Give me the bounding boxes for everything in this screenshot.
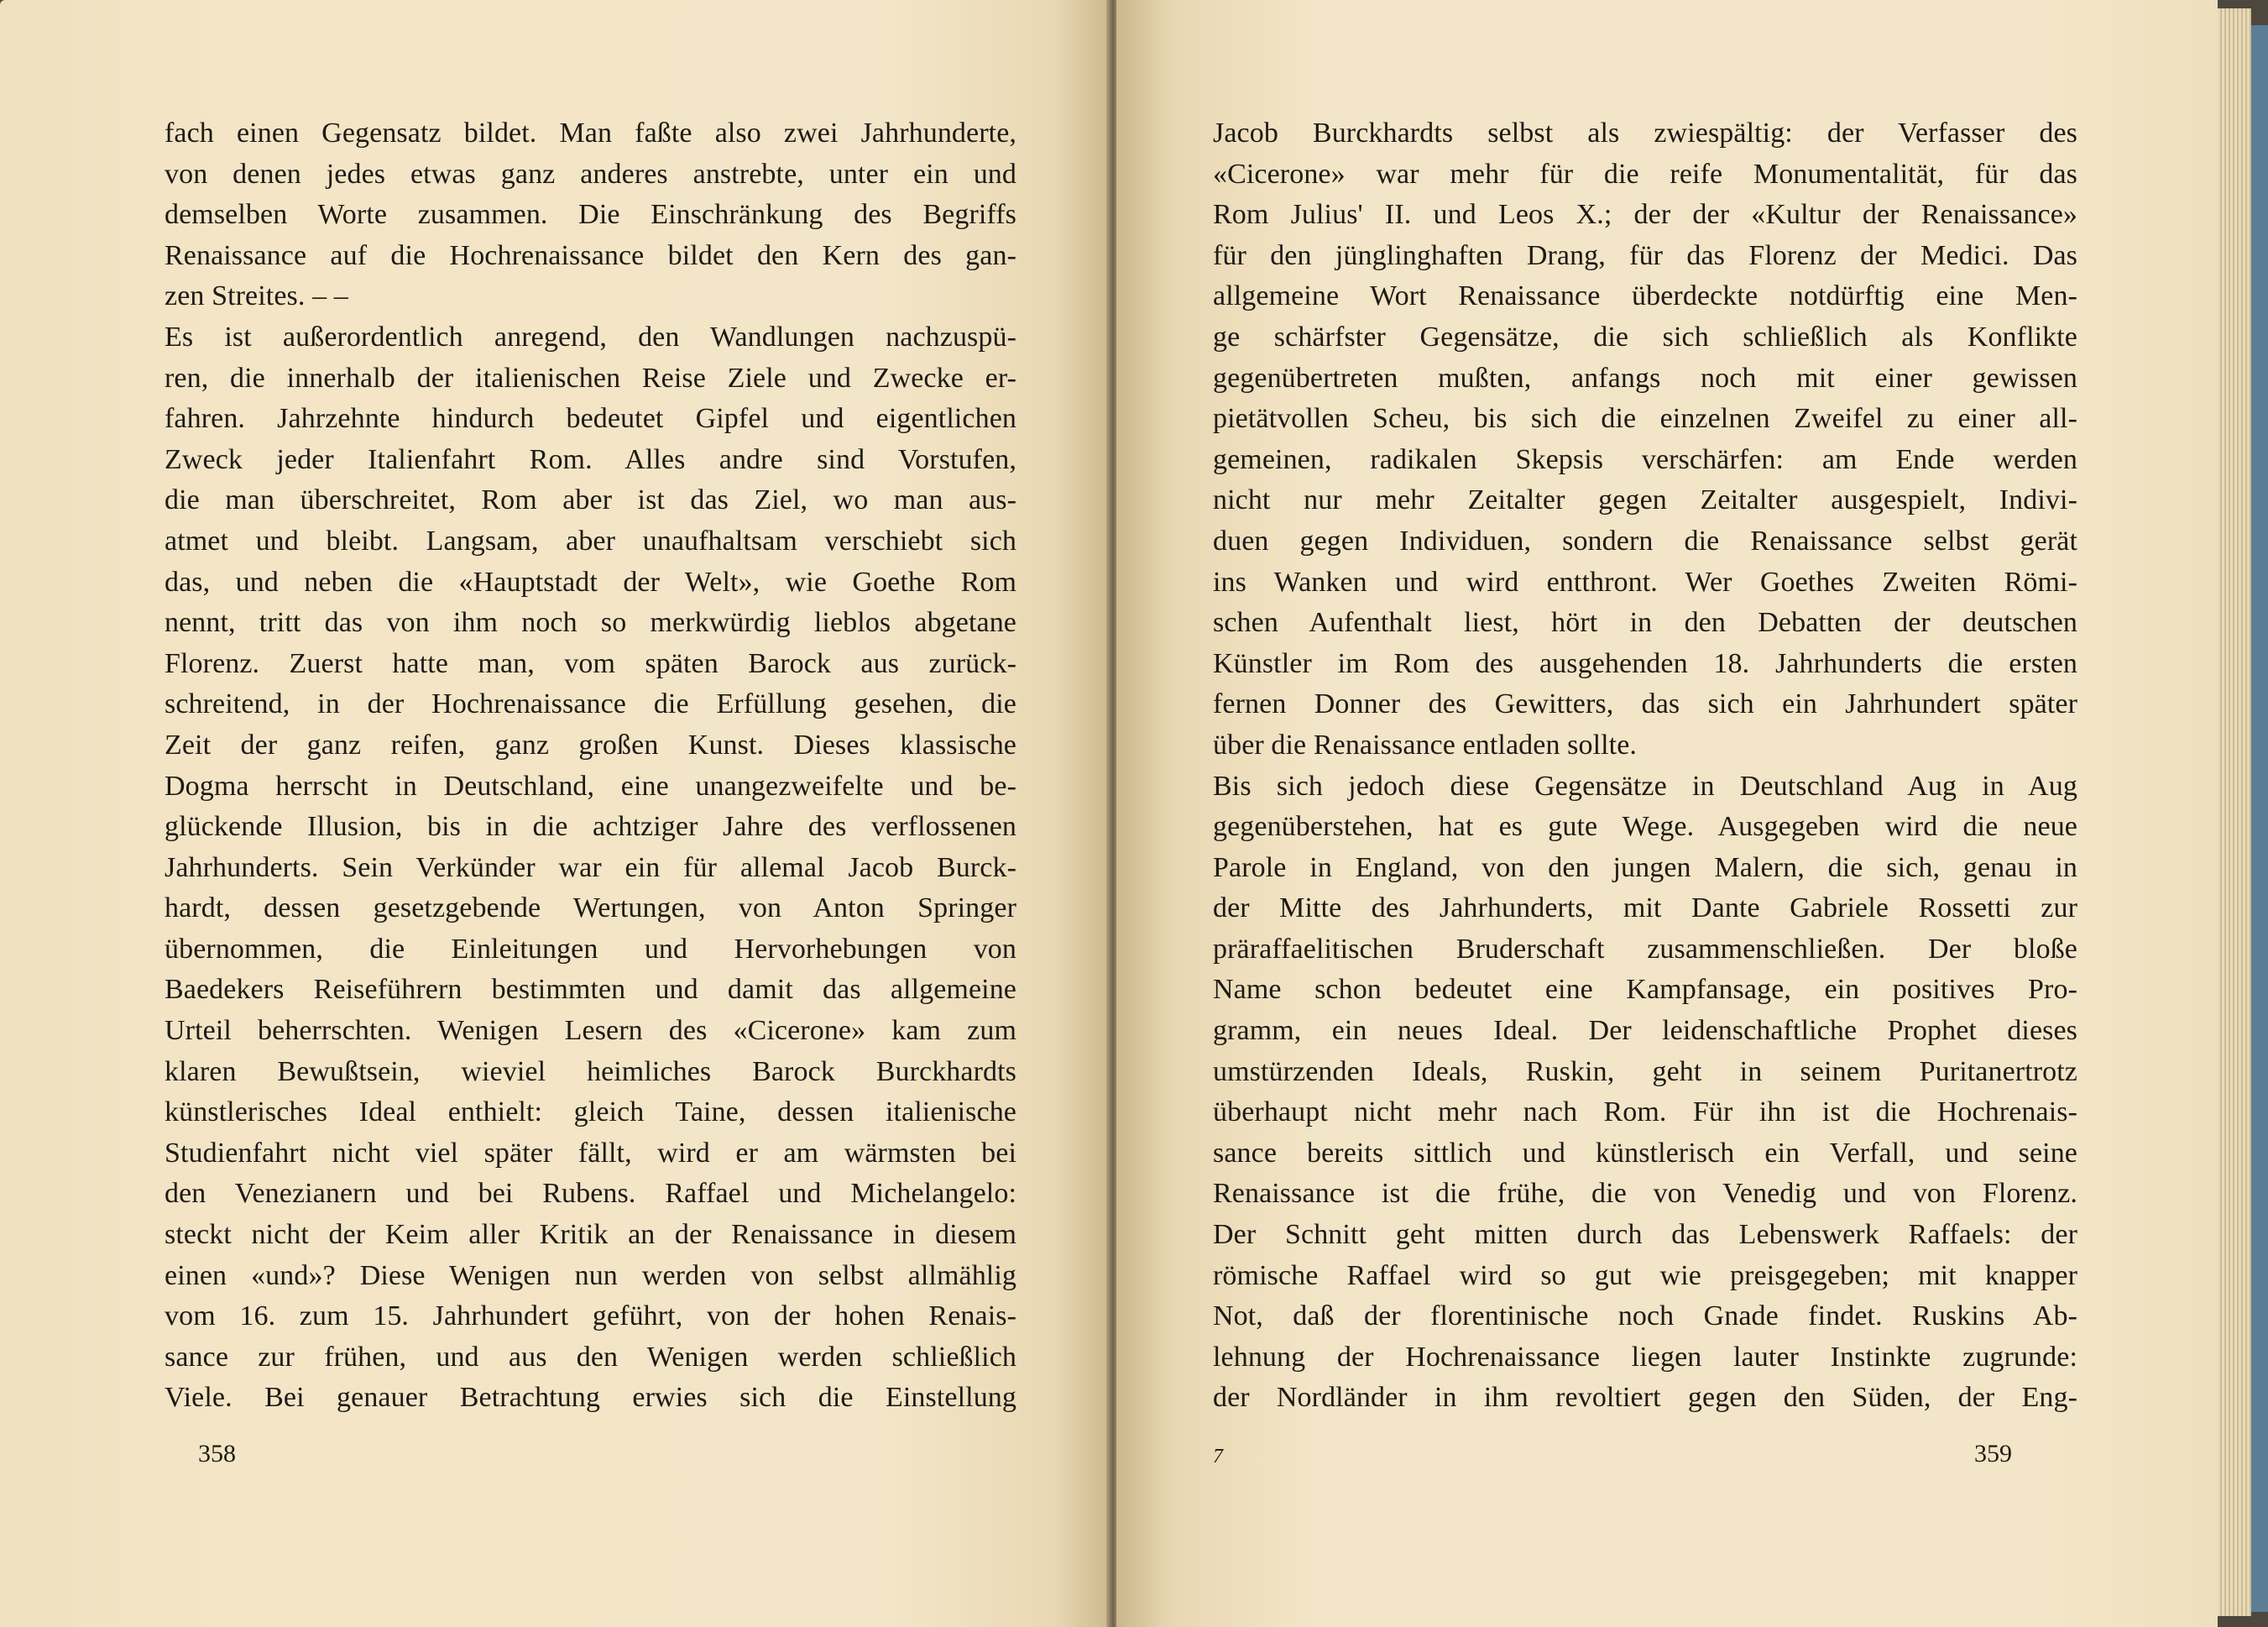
text-line: lehnung der Hochrenaissance liegen lauter Instinkte zugrunde:	[1213, 1341, 2077, 1373]
left-page	[0, 0, 1110, 1627]
text-line: Jahrhunderts. Sein Verkünder war ein für allemal Jacob Burck-	[165, 851, 1016, 883]
text-line: Parole in England, von den jungen Malern, die sich, genau in	[1213, 851, 2077, 883]
text-line: Es ist außerordentlich anregend, den Wandlungen nachzuspü-	[165, 321, 1016, 353]
book-cover-edge	[2251, 25, 2268, 1612]
text-line: atmet und bleibt. Langsam, aber unaufhaltsam verschiebt sich	[165, 525, 1016, 557]
text-line: ge schärfster Gegensätze, die sich schließlich als Konflikte	[1213, 321, 2077, 353]
text-line: gemeinen, radikalen Skepsis verschärfen: am Ende werden	[1213, 443, 2077, 475]
left-page-text	[165, 113, 1016, 1419]
text-line: steckt nicht der Keim aller Kritik an der Renaissance in diesem	[165, 1219, 1016, 1251]
text-line: Rom Julius' II. und Leos X.; der der «Kultur der Renaissance»	[1213, 199, 2077, 231]
signature-mark: 7	[1213, 1446, 1223, 1467]
text-line: Jacob Burckhardts selbst als zwiespältig: der Verfasser des	[1213, 118, 2077, 149]
text-line: Dogma herrscht in Deutschland, eine unangezweifelte und be-	[165, 770, 1016, 802]
text-line: Der Schnitt geht mitten durch das Lebenswerk Raffaels: der	[1213, 1219, 2077, 1251]
text-line: «Cicerone» war mehr für die reife Monumentalität, für das	[1213, 158, 2077, 190]
text-line: den Venezianern und bei Rubens. Raffael und Michelangelo:	[165, 1178, 1016, 1210]
text-line: künstlerisches Ideal enthielt: gleich Taine, dessen italienische	[165, 1096, 1016, 1128]
text-line: Zeit der ganz reifen, ganz großen Kunst. Dieses klassische	[165, 729, 1016, 761]
text-line: präraffaelitischen Bruderschaft zusammenschließen. Der bloße	[1213, 933, 2077, 965]
text-line: ins Wanken und wird entthront. Wer Goethes Zweiten Römi-	[1213, 566, 2077, 598]
right-page-number: 359	[1974, 1440, 2012, 1467]
text-line: überhaupt nicht mehr nach Rom. Für ihn ist die Hochrenais-	[1213, 1096, 2077, 1128]
text-line: einen «und»? Diese Wenigen nun werden von selbst allmählig	[165, 1259, 1016, 1291]
text-line: der Mitte des Jahrhunderts, mit Dante Gabriele Rossetti zur	[1213, 892, 2077, 924]
text-line: von denen jedes etwas ganz anderes anstrebte, unter ein und	[165, 158, 1016, 190]
text-line: nicht nur mehr Zeitalter gegen Zeitalter ausgespielt, Indivi-	[1213, 484, 2077, 516]
text-line: fach einen Gegensatz bildet. Man faßte also zwei Jahrhunderte,	[165, 118, 1016, 149]
text-line: die man überschreitet, Rom aber ist das Ziel, wo man aus-	[165, 484, 1016, 516]
text-line: Florenz. Zuerst hatte man, vom späten Barock aus zurück-	[165, 647, 1016, 679]
text-line: schen Aufenthalt liest, hört in den Debatten der deutschen	[1213, 607, 2077, 639]
text-line: Bis sich jedoch diese Gegensätze in Deutschland Aug in Aug	[1213, 770, 2077, 802]
text-line: das, und neben die «Hauptstadt der Welt», wie Goethe Rom	[165, 566, 1016, 598]
text-line: über die Renaissance entladen sollte.	[1213, 729, 1638, 761]
text-line: Zweck jeder Italienfahrt Rom. Alles andre sind Vorstufen,	[165, 443, 1016, 475]
text-line: umstürzenden Ideals, Ruskin, geht in seinem Puritanertrotz	[1213, 1055, 2077, 1087]
text-line: fahren. Jahrzehnte hindurch bedeutet Gipfel und eigentlichen	[165, 403, 1016, 435]
text-line: Name schon bedeutet eine Kampfansage, ein positives Pro-	[1213, 974, 2077, 1006]
text-line: glückende Illusion, bis in die achtziger Jahre des verflossenen	[165, 811, 1016, 843]
left-page-number: 358	[198, 1440, 236, 1467]
text-line: Urteil beherrschten. Wenigen Lesern des «Cicerone» kam zum	[165, 1015, 1016, 1047]
text-line: gegenübertreten mußten, anfangs noch mit einer gewissen	[1213, 362, 2077, 394]
text-line: für den jünglinghaften Drang, für das Florenz der Medici. Das	[1213, 239, 2077, 271]
text-line: schreitend, in der Hochrenaissance die Erfüllung gesehen, die	[165, 688, 1016, 720]
text-line: hardt, dessen gesetzgebende Wertungen, von Anton Springer	[165, 892, 1016, 924]
text-line: zen Streites. – –	[165, 280, 348, 312]
text-line: sance bereits sittlich und künstlerisch ein Verfall, und seine	[1213, 1137, 2077, 1169]
text-line: demselben Worte zusammen. Die Einschränkung des Begriffs	[165, 199, 1016, 231]
text-line: pietätvollen Scheu, bis sich die einzelnen Zweifel zu einer all-	[1213, 403, 2077, 435]
text-line: übernommen, die Einleitungen und Hervorhebungen von	[165, 933, 1016, 965]
right-page-text	[1213, 113, 2077, 1419]
right-page	[1116, 0, 2218, 1627]
text-line: römische Raffael wird so gut wie preisgegeben; mit knapper	[1213, 1259, 2077, 1291]
text-line: gramm, ein neues Ideal. Der leidenschaftliche Prophet dieses	[1213, 1015, 2077, 1047]
text-line: Not, daß der florentinische noch Gnade findet. Ruskins Ab-	[1213, 1300, 2077, 1332]
text-line: der Nordländer in ihm revoltiert gegen den Süden, der Eng-	[1213, 1382, 2077, 1414]
text-line: ren, die innerhalb der italienischen Reise Ziele und Zwecke er-	[165, 362, 1016, 394]
text-line: sance zur frühen, und aus den Wenigen werden schließlich	[165, 1341, 1016, 1373]
text-line: duen gegen Individuen, sondern die Renaissance selbst gerät	[1213, 525, 2077, 557]
text-line: Renaissance ist die frühe, die von Venedig und von Florenz.	[1213, 1178, 2077, 1210]
text-line: klaren Bewußtsein, wieviel heimliches Barock Burckhardts	[165, 1055, 1016, 1087]
text-line: nennt, tritt das von ihm noch so merkwürdig lieblos abgetane	[165, 607, 1016, 639]
text-line: Renaissance auf die Hochrenaissance bildet den Kern des gan-	[165, 239, 1016, 271]
text-line: Künstler im Rom des ausgehenden 18. Jahrhunderts die ersten	[1213, 647, 2077, 679]
text-line: gegenüberstehen, hat es gute Wege. Ausgegeben wird die neue	[1213, 811, 2077, 843]
page-edges	[2218, 8, 2251, 1616]
text-line: vom 16. zum 15. Jahrhundert geführt, von der hohen Renais-	[165, 1300, 1016, 1332]
text-line: Viele. Bei genauer Betrachtung erwies sich die Einstellung	[165, 1382, 1016, 1414]
text-line: Studienfahrt nicht viel später fällt, wird er am wärmsten bei	[165, 1137, 1016, 1169]
text-line: Baedekers Reiseführern bestimmten und damit das allgemeine	[165, 974, 1016, 1006]
text-line: fernen Donner des Gewitters, das sich ein Jahrhundert später	[1213, 688, 2077, 720]
text-line: allgemeine Wort Renaissance überdeckte notdürftig eine Men-	[1213, 280, 2077, 312]
